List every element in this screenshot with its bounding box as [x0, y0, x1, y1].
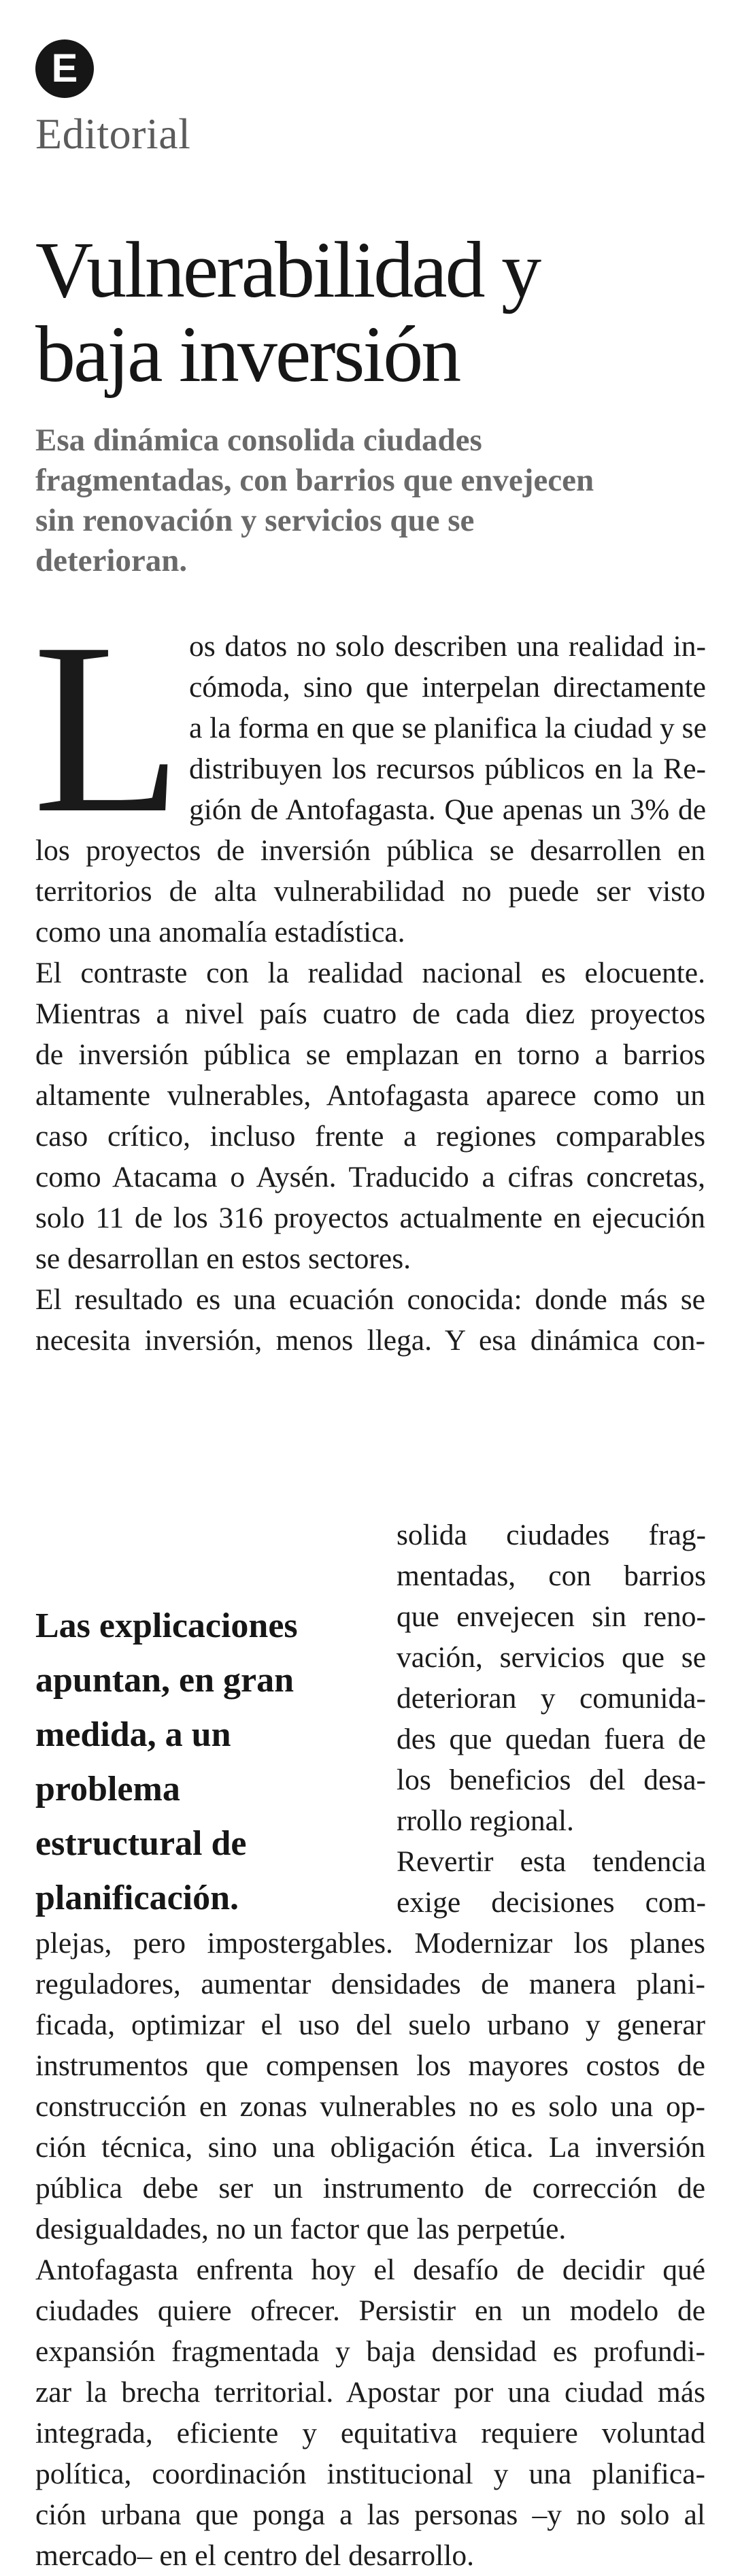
- text-line: El contraste con la realidad nacional es elocuente.: [35, 957, 705, 989]
- pull-quote-line: estructural de: [35, 1824, 247, 1863]
- text-line: reguladores, aumentar densidades de manera plani-: [35, 1968, 705, 2000]
- text-line: ción urbana que ponga a las personas –y no solo al: [35, 2498, 705, 2531]
- subtitle-line: fragmentadas, con barrios que envejecen: [35, 463, 594, 498]
- text-line: deterioran y comunida-: [397, 1682, 706, 1715]
- text-line: a la forma en que se planifica la ciudad y se: [189, 712, 707, 744]
- title-line: Vulnerabilidad y: [35, 225, 540, 314]
- text-line: cómoda, sino que interpelan directamente: [189, 671, 706, 704]
- pull-quote-line: problema: [35, 1770, 180, 1809]
- text-line: altamente vulnerables, Antofagasta aparece como un: [35, 1079, 705, 1112]
- subtitle-line: Esa dinámica consolida ciudades: [35, 423, 482, 458]
- title-line: baja inversión: [35, 310, 460, 399]
- text-line: pública debe ser un instrumento de corrección de: [35, 2172, 705, 2205]
- text-line: construcción en zonas vulnerables no es solo una op-: [35, 2090, 705, 2123]
- text-line: integrada, eficiente y equitativa requiere voluntad: [35, 2417, 705, 2449]
- pull-quote: [35, 1599, 362, 1926]
- text-line: des que quedan fuera de: [397, 1723, 706, 1755]
- text-line: mercado– en el centro del desarrollo.: [35, 2539, 474, 2572]
- body-block-1: [35, 830, 705, 1361]
- text-line: se desarrollan en estos sectores.: [35, 1242, 411, 1275]
- article-subtitle: [35, 420, 709, 581]
- text-line: gión de Antofagasta. Que apenas un 3% de: [189, 793, 706, 826]
- text-line: instrumentos que compensen los mayores costos de: [35, 2049, 705, 2082]
- text-line: os datos no solo describen una realidad in-: [189, 630, 706, 663]
- text-line: Antofagasta enfrenta hoy el desafío de decidir qué: [35, 2253, 705, 2286]
- text-line: como Atacama o Aysén. Traducido a cifras concretas,: [35, 1161, 705, 1193]
- text-line: caso crítico, incluso frente a regiones comparables: [35, 1120, 705, 1153]
- text-line: ción técnica, sino una obligación ética. La inversión: [35, 2131, 705, 2164]
- section-label: Editorial: [35, 110, 191, 158]
- text-line: de inversión pública se emplazan en torno a barrios: [35, 1038, 705, 1071]
- subtitle-line: sin renovación y servicios que se: [35, 503, 475, 538]
- text-line: necesita inversión, menos llega. Y esa dinámica con-: [35, 1324, 705, 1357]
- narrow-column: [397, 1515, 706, 1923]
- text-line: los proyectos de inversión pública se desarrollen en: [35, 834, 705, 867]
- text-line: distribuyen los recursos públicos en la Re-: [189, 753, 706, 785]
- pull-quote-line: apuntan, en gran: [35, 1661, 294, 1700]
- text-line: ciudades quiere ofrecer. Persistir en un modelo de: [35, 2294, 705, 2327]
- subtitle-line: deterioran.: [35, 543, 188, 578]
- text-line: rrollo regional.: [397, 1804, 574, 1837]
- pull-quote-line: Las explicaciones: [35, 1606, 298, 1645]
- pull-quote-line: planificación.: [35, 1879, 239, 1917]
- intro-paragraph: [189, 626, 706, 830]
- text-line: ficada, optimizar el uso del suelo urbano y generar: [35, 2009, 705, 2041]
- text-line: plejas, pero impostergables. Modernizar los planes: [35, 1927, 705, 1960]
- text-line: que envejecen sin reno-: [397, 1600, 706, 1633]
- text-line: los beneficios del desa-: [397, 1764, 706, 1796]
- body-block-2: [35, 1923, 705, 2576]
- text-line: zar la brecha territorial. Apostar por una ciudad más: [35, 2376, 705, 2409]
- text-line: política, coordinación institucional y una planifica-: [35, 2458, 705, 2490]
- drop-cap: L: [33, 592, 182, 863]
- pull-quote-line: medida, a un: [35, 1715, 231, 1754]
- text-line: vación, servicios que se: [397, 1641, 706, 1674]
- editorial-badge-icon: E: [35, 39, 94, 98]
- text-line: expansión fragmentada y baja densidad es profundi-: [35, 2335, 705, 2368]
- text-line: territorios de alta vulnerabilidad no puede ser visto: [35, 875, 705, 908]
- text-line: Revertir esta tendencia: [397, 1845, 706, 1878]
- text-line: como una anomalía estadística.: [35, 916, 405, 948]
- article-title: [35, 225, 709, 399]
- text-line: Mientras a nivel país cuatro de cada diez proyectos: [35, 997, 705, 1030]
- text-line: solida ciudades frag-: [397, 1519, 706, 1551]
- text-line: exige decisiones com-: [397, 1886, 706, 1919]
- text-line: El resultado es una ecuación conocida: donde más se: [35, 1283, 705, 1316]
- text-line: desigualdades, no un factor que las perpetúe.: [35, 2213, 567, 2245]
- text-line: solo 11 de los 316 proyectos actualmente en ejecución: [35, 1202, 705, 1234]
- text-line: mentadas, con barrios: [397, 1559, 706, 1592]
